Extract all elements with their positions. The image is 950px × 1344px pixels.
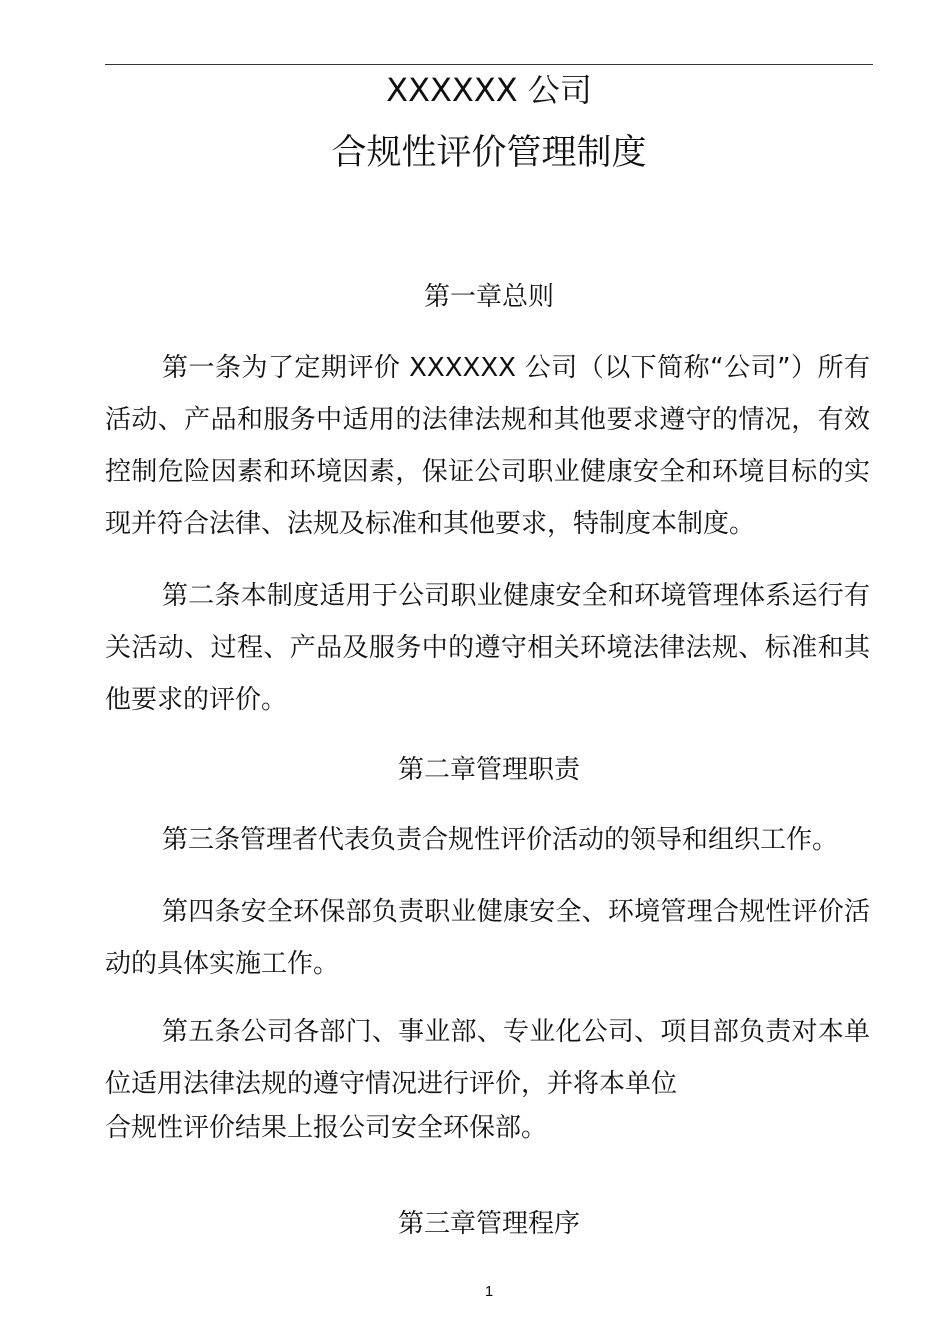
article-3: 第三条管理者代表负责合规性评价活动的领导和组织工作。 — [162, 825, 839, 855]
page-number: 1 — [484, 1283, 494, 1300]
document-title: 合规性评价管理制度 — [331, 133, 647, 173]
article-1: 第一条为了定期评价 XXXXXX 公司（以下简称“公司”）所有活动、产品和服务中适用的法律法规和其他要求遵守的情况，有效控制危险因素和环境因素，保证公司职业健康安全和环境目标的实现并符合法律、法规及标准和其他要求，特制度本制度。 — [105, 353, 870, 539]
chapter-heading-3: 第三章管理程序 — [397, 1209, 580, 1239]
article-2: 第二条本制度适用于公司职业健康安全和环境管理体系运行有关活动、过程、产品及服务中的遵守相关环境法律法规、标准和其他要求的评价。 — [105, 581, 870, 715]
chapter-heading-1: 第一章总则 — [423, 282, 554, 312]
header-rule — [105, 64, 873, 65]
article-4: 第四条安全环保部负责职业健康安全、环境管理合规性评价活动的具体实施工作。 — [105, 897, 870, 979]
chapter-heading-2: 第二章管理职责 — [397, 755, 580, 785]
article-5-continued: 合规性评价结果上报公司安全环保部。 — [105, 1113, 548, 1143]
article-5: 第五条公司各部门、事业部、专业化公司、项目部负责对本单位适用法律法规的遵守情况进行评价，并将本单位 — [105, 1017, 870, 1099]
company-name: XXXXXX 公司 — [386, 71, 592, 109]
